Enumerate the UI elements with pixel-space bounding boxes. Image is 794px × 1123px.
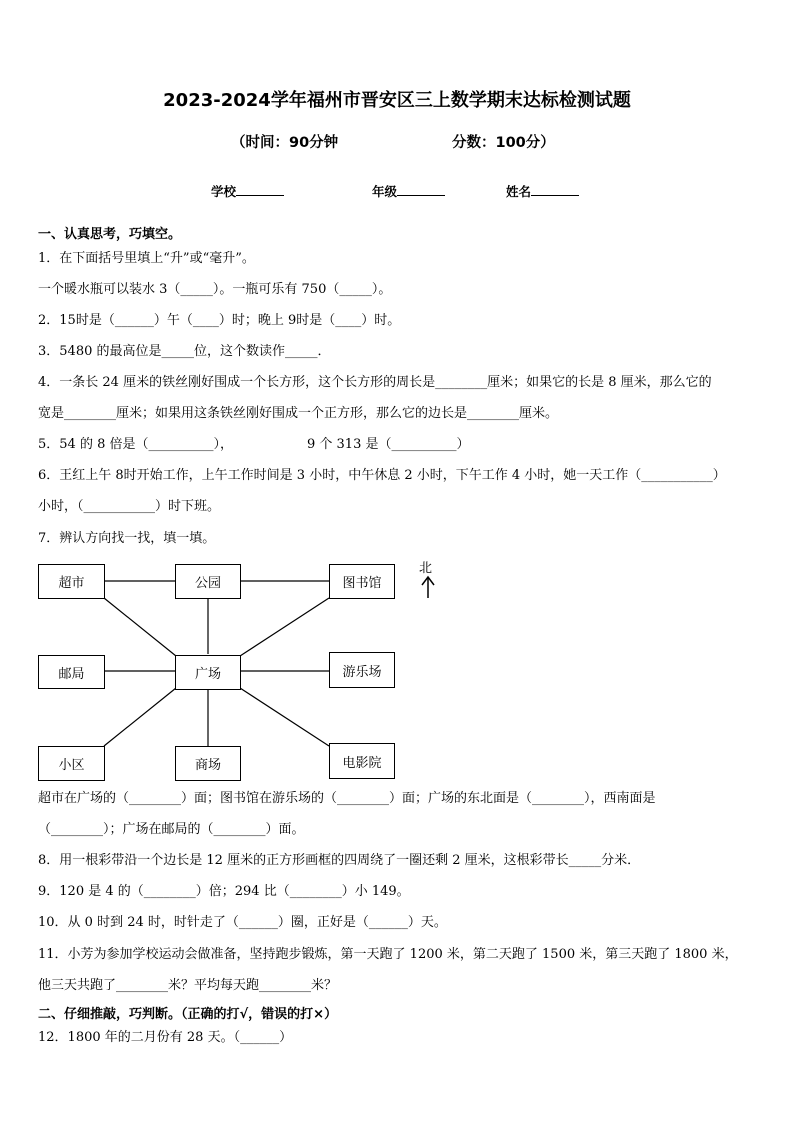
question-8: 8．用一根彩带沿一个边长是 12 厘米的正方形画框的四周绕了一圈还剩 2 厘米，这根彩带长_____分米． — [38, 853, 641, 868]
map-node-square: 广场 — [175, 655, 241, 690]
question-2: 2．15时是（______）午（____）时；晚上 9时是（____）时。 — [38, 313, 401, 328]
question-6-line-1: 6．王红上午 8时开始工作，上午工作时间是 3 小时，中午休息 2 小时，下午工作 4 小时，她一天工作（___________） — [38, 468, 726, 483]
map-node-mall: 商场 — [175, 746, 241, 781]
question-1-body: 一个暖水瓶可以装水 3（_____）。一瓶可乐有 750（_____）。 — [38, 282, 392, 297]
question-7-line-2: （________）；广场在邮局的（________）面。 — [38, 822, 305, 837]
question-4-line-1: 4．一条长 24 厘米的铁丝刚好围成一个长方形，这个长方形的周长是________厘米；如果它的长是 8 厘米，那么它的 — [38, 375, 712, 390]
question-5-part-a: 5．54 的 8 倍是（__________）， — [38, 437, 233, 452]
question-12: 12．1800 年的二月份有 28 天。（______） — [38, 1030, 293, 1045]
question-11-line-2: 他三天共跑了________米？平均每天跑________米？ — [38, 978, 338, 993]
map-node-post-office: 邮局 — [38, 655, 105, 689]
question-1-prompt: 1．在下面括号里填上“升”或“毫升”。 — [38, 251, 255, 266]
north-arrow-icon — [422, 577, 434, 598]
exam-score: 分数：100分） — [452, 135, 555, 151]
map-node-supermarket: 超市 — [38, 564, 105, 599]
question-9: 9．120 是 4 的（________）倍；294 比（________）小 149。 — [38, 884, 410, 899]
map-node-library: 图书馆 — [329, 564, 395, 599]
map-node-amusement-park: 游乐场 — [329, 652, 395, 688]
north-label: 北 — [419, 561, 433, 576]
map-node-community: 小区 — [38, 746, 105, 781]
question-5-part-b: 9 个 313 是（__________） — [307, 437, 470, 452]
question-10: 10．从 0 时到 24 时，时针走了（______）圈，正好是（______）天。 — [38, 915, 447, 930]
question-7-line-1: 超市在广场的（________）面；图书馆在游乐场的（________）面；广场的东北面是（________），西南面是 — [38, 791, 656, 806]
question-6-line-2: 小时，（___________）时下班。 — [38, 499, 221, 514]
question-3: 3．5480 的最高位是_____位，这个数读作_____． — [38, 344, 331, 359]
name-label: 姓名 — [506, 184, 532, 199]
question-7-prompt: 7．辨认方向找一找，填一填。 — [38, 531, 216, 546]
question-4-line-2: 宽是________厘米；如果用这条铁丝刚好围成一个正方形，那么它的边长是________厘米。 — [38, 406, 559, 421]
school-label: 学校 — [211, 184, 237, 199]
exam-time: （时间：90分钟 — [231, 135, 339, 151]
map-node-park: 公园 — [175, 564, 241, 599]
map-node-cinema: 电影院 — [329, 743, 395, 779]
section-2-title: 二、仔细推敲，巧判断。（正确的打√，错误的打×） — [38, 1007, 338, 1022]
section-1-title: 一、认真思考，巧填空。 — [38, 227, 182, 242]
question-11-line-1: 11．小芳为参加学校运动会做准备，坚持跑步锻炼，第一天跑了 1200 米，第二天跑了 1500 米，第三天跑了 1800 米， — [38, 947, 738, 962]
page-title: 2023-2024学年福州市晋安区三上数学期末达标检测试题 — [163, 90, 631, 111]
grade-label: 年级 — [372, 184, 398, 199]
